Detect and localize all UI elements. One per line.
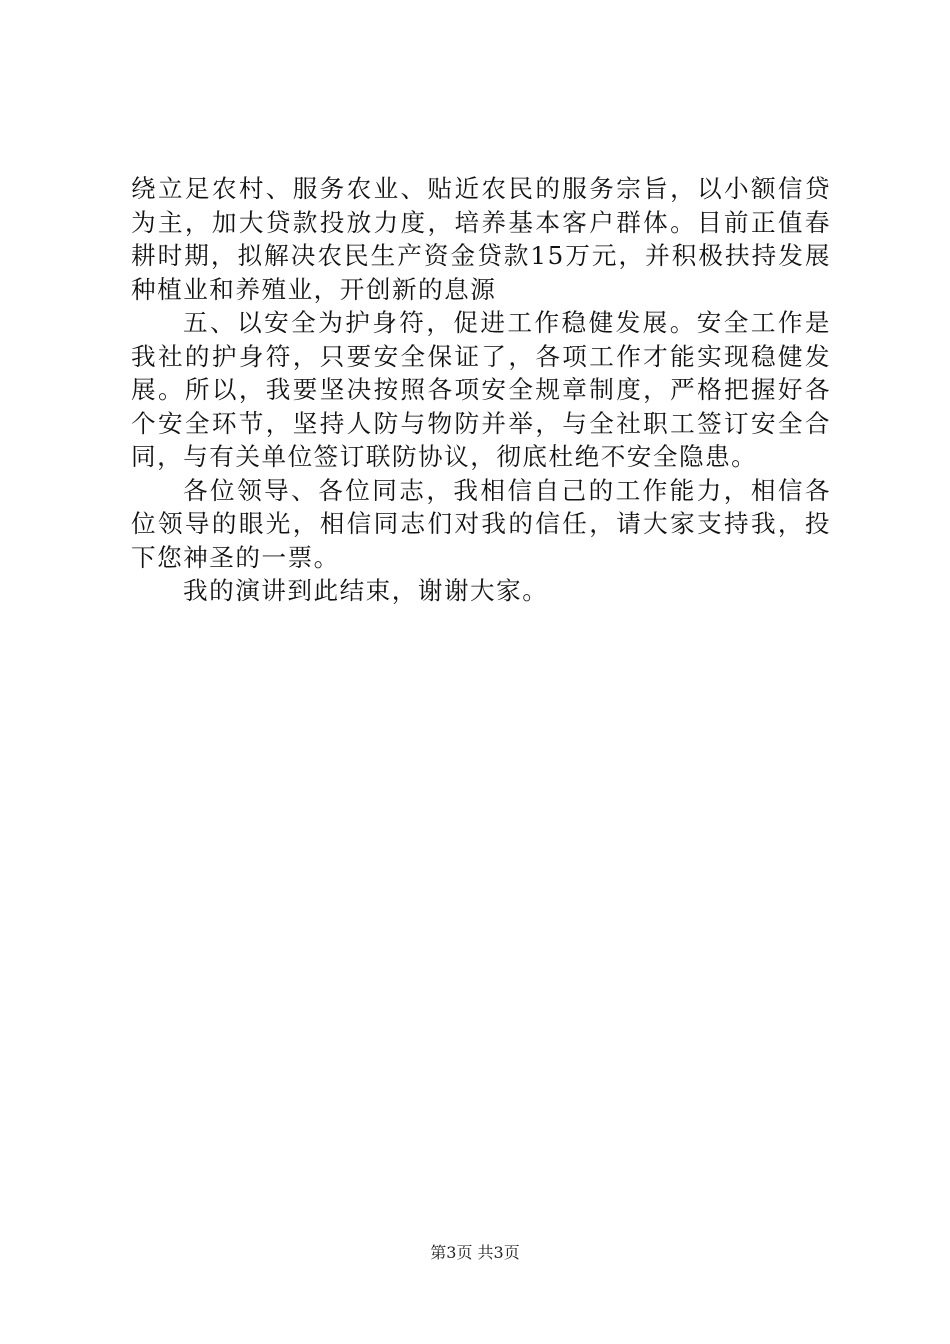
document-body xyxy=(131,172,831,608)
paragraph-3: 各位领导、各位同志，我相信自己的工作能力，相信各位领导的眼光，相信同志们对我的信任，请大家支持我，投下您神圣的一票。 xyxy=(131,475,831,572)
paragraph-2: 五、以安全为护身符，促进工作稳健发展。安全工作是我社的护身符，只要安全保证了，各项工作才能实现稳健发展。所以，我要坚决按照各项安全规章制度，严格把握好各个安全环节，坚持人防与物防并举，与全社职工签订安全合同，与有关单位签订联防协议，彻底杜绝不安全隐患。 xyxy=(131,308,831,471)
page-footer: 第3页 共3页 xyxy=(430,1243,520,1262)
paragraph-4: 我的演讲到此结束，谢谢大家。 xyxy=(183,576,549,605)
paragraph-1: 绕立足农村、服务农业、贴近农民的服务宗旨，以小额信贷为主，加大贷款投放力度，培养基本客户群体。目前正值春耕时期，拟解决农民生产资金贷款15万元，并积极扶持发展种植业和养殖业，开创新的息源 xyxy=(131,174,831,304)
